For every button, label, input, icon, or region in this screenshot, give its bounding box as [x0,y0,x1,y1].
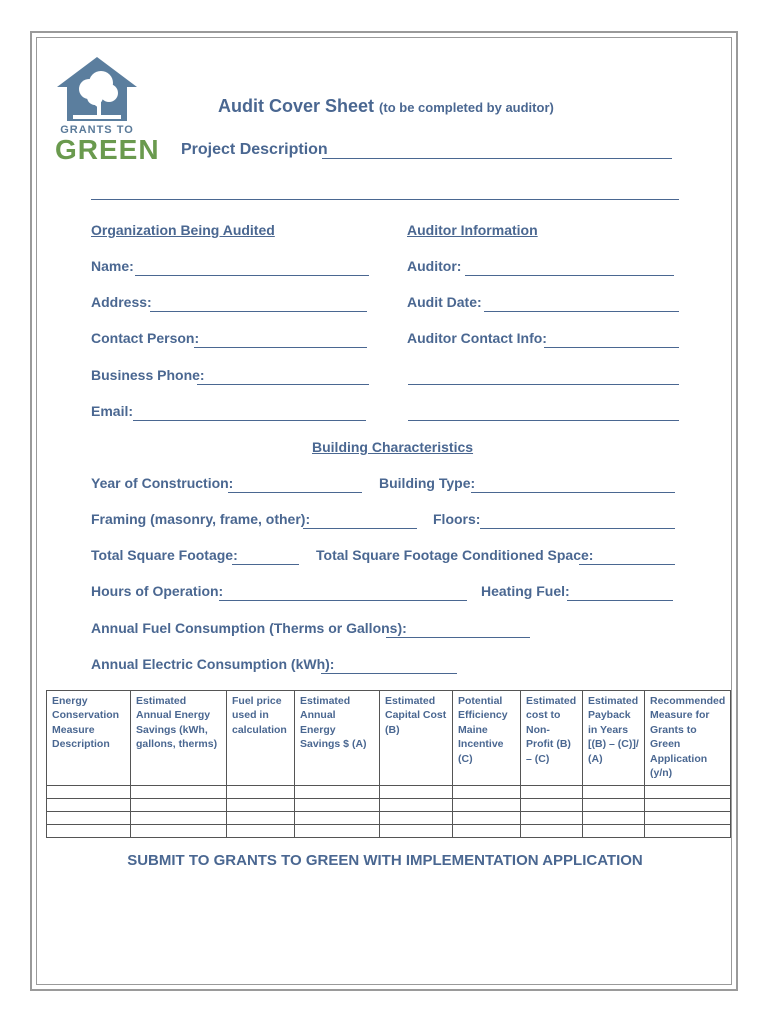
address-label: Address: [91,294,152,310]
annual-electric-field[interactable] [321,673,457,674]
audit-date-label: Audit Date: [407,294,482,310]
table-cell[interactable] [47,799,131,812]
table-header: Estimated Capital Cost (B) [380,691,453,786]
project-description-field-2[interactable] [91,199,679,200]
table-cell[interactable] [227,799,295,812]
business-phone-label: Business Phone: [91,367,205,383]
table-row [47,812,731,825]
table-cell[interactable] [645,799,731,812]
total-square-footage-field[interactable] [232,564,299,565]
organization-heading: Organization Being Audited [91,222,275,238]
floors-field[interactable] [480,528,675,529]
auditor-contact-label: Auditor Contact Info: [407,330,547,346]
table-cell[interactable] [380,786,453,799]
logo-top-text: GRANTS TO [60,124,134,136]
total-square-footage-label: Total Square Footage: [91,547,238,563]
auditor-contact-field-2[interactable] [408,384,679,385]
project-description-field[interactable] [322,158,672,159]
table-cell[interactable] [583,825,645,838]
table-cell[interactable] [131,799,227,812]
auditor-contact-field[interactable] [544,347,679,348]
table-cell[interactable] [521,786,583,799]
submit-instruction: SUBMIT TO GRANTS TO GREEN WITH IMPLEMENTATION APPLICATION [127,852,643,869]
email-label: Email: [91,403,134,419]
table-cell[interactable] [131,825,227,838]
table-cell[interactable] [453,812,521,825]
table-header: Energy Conservation Measure Description [47,691,131,786]
table-row [47,786,731,799]
table-cell[interactable] [521,825,583,838]
table-cell[interactable] [295,812,380,825]
table-cell[interactable] [453,786,521,799]
hours-operation-label: Hours of Operation: [91,583,224,599]
contact-person-field[interactable] [194,347,367,348]
framing-label: Framing (masonry, frame, other): [91,511,311,527]
auditor-field[interactable] [465,275,674,276]
table-cell[interactable] [521,799,583,812]
table-cell[interactable] [47,812,131,825]
table-cell[interactable] [227,812,295,825]
table-header: Estimated Annual Energy Savings (kWh, gallons, therms) [131,691,227,786]
auditor-heading: Auditor Information [407,222,538,238]
table-cell[interactable] [131,812,227,825]
measures-table [46,690,731,838]
table-cell[interactable] [380,799,453,812]
table-cell[interactable] [131,786,227,799]
year-construction-field[interactable] [228,492,362,493]
table-cell[interactable] [453,799,521,812]
table-cell[interactable] [295,799,380,812]
grants-to-green-logo [55,55,160,165]
title-main: Audit Cover Sheet [218,96,375,116]
annual-fuel-label: Annual Fuel Consumption (Therms or Gallons): [91,620,407,636]
project-description-label: Project Description [181,141,328,158]
name-label: Name: [91,258,134,274]
table-header: Fuel price used in calculation [227,691,295,786]
hours-operation-field[interactable] [219,600,467,601]
heating-fuel-label: Heating Fuel: [481,583,570,599]
auditor-label: Auditor: [407,258,462,274]
contact-person-label: Contact Person: [91,330,200,346]
floors-label: Floors: [433,511,481,527]
framing-field[interactable] [303,528,417,529]
table-cell[interactable] [583,799,645,812]
page-title [218,96,554,117]
table-header: Estimated Annual Energy Savings $ (A) [295,691,380,786]
auditor-contact-field-3[interactable] [408,420,679,421]
table-header: Recommended Measure for Grants to Green Application (y/n) [645,691,731,786]
table-row [47,825,731,838]
table-header: Estimated cost to Non-Profit (B) – (C) [521,691,583,786]
table-row [47,799,731,812]
building-type-label: Building Type: [379,475,476,491]
table-cell[interactable] [645,786,731,799]
table-cell[interactable] [295,825,380,838]
table-cell[interactable] [227,825,295,838]
building-type-field[interactable] [471,492,675,493]
table-cell[interactable] [227,786,295,799]
house-tree-icon [55,55,139,121]
logo-bottom-text: GREEN [55,134,160,165]
table-cell[interactable] [645,812,731,825]
annual-electric-label: Annual Electric Consumption (kWh): [91,656,335,672]
table-header-row [47,691,731,786]
business-phone-field[interactable] [197,384,369,385]
conditioned-space-field[interactable] [579,564,675,565]
table-cell[interactable] [380,825,453,838]
table-cell[interactable] [453,825,521,838]
address-field[interactable] [150,311,367,312]
table-cell[interactable] [583,786,645,799]
table-cell[interactable] [295,786,380,799]
table-cell[interactable] [583,812,645,825]
table-cell[interactable] [521,812,583,825]
title-sub: (to be completed by auditor) [379,100,554,115]
year-construction-label: Year of Construction: [91,475,234,491]
table-cell[interactable] [645,825,731,838]
conditioned-space-label: Total Square Footage Conditioned Space: [316,547,594,563]
heating-fuel-field[interactable] [567,600,673,601]
email-field[interactable] [133,420,366,421]
name-field[interactable] [135,275,369,276]
table-cell[interactable] [380,812,453,825]
table-header: Estimated Payback in Years [(B) – (C)]/ (A) [583,691,645,786]
table-header: Potential Efficiency Maine Incentive (C) [453,691,521,786]
table-cell[interactable] [47,825,131,838]
annual-fuel-field[interactable] [386,637,530,638]
audit-date-field[interactable] [484,311,679,312]
table-cell[interactable] [47,786,131,799]
building-heading: Building Characteristics [312,439,474,455]
